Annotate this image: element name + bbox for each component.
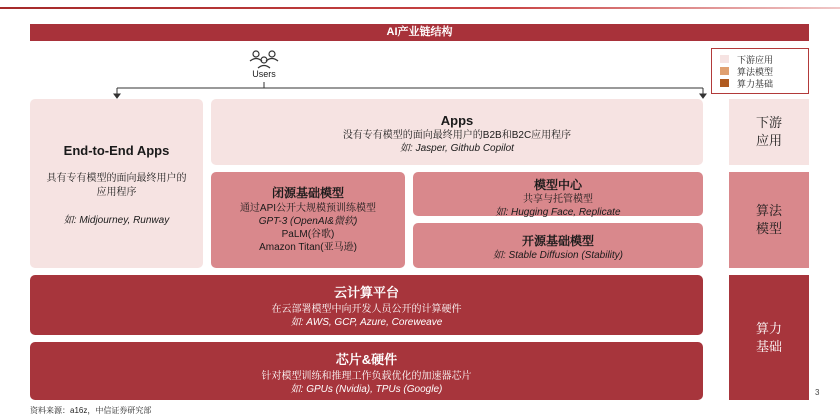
users-connector: [0, 0, 840, 110]
chips-hardware-example: 如: GPUs (Nvidia), TPUs (Google): [290, 384, 443, 395]
open-models-title: 开源基础模型: [521, 234, 594, 248]
apps-box: [211, 99, 703, 165]
side-label-compute-text: 算力基础: [755, 320, 782, 354]
end-to-end-apps-box: [30, 99, 203, 268]
side-label-algorithm-text: 算法模型: [755, 203, 782, 236]
model-hub-box: [413, 172, 703, 216]
closed-models-desc: 通过API公开大规模预训练模型: [239, 203, 377, 214]
open-models-example: 如: Stable Diffusion (Stability): [492, 250, 624, 261]
closed-models-box: [211, 172, 405, 268]
side-label-algorithm: [729, 172, 809, 268]
closed-models-palm: PaLM(谷歌): [281, 229, 335, 240]
side-label-downstream-text: 下游应用: [755, 115, 782, 148]
chips-hardware-title: 芯片&硬件: [335, 352, 398, 367]
model-hub-example: 如: Hugging Face, Replicate: [495, 207, 621, 218]
side-label-compute: [729, 275, 809, 400]
legend-label: 算力基础: [737, 78, 774, 89]
open-models-box: [413, 223, 703, 268]
closed-models-gpt3: GPT-3 (OpenAI&微软): [258, 216, 358, 227]
chips-hardware-box: [30, 342, 703, 400]
cloud-platform-desc: 在云部署模型中向开发人员公开的计算硬件: [271, 304, 462, 315]
page-number: 3: [815, 388, 820, 397]
cloud-platform-box: [30, 275, 703, 335]
model-hub-title: 模型中心: [533, 178, 582, 192]
apps-desc: 没有专有模型的面向最终用户的B2B和B2C应用程序: [342, 130, 572, 141]
diagram-title: AI产业链结构: [30, 24, 809, 41]
source-note: 资料来源：a16z，中信证券研究部: [30, 406, 152, 415]
chips-hardware-desc: 针对模型训练和推理工作负载优化的加速器芯片: [261, 371, 472, 382]
cloud-platform-example: 如: AWS, GCP, Azure, Coreweave: [290, 317, 443, 328]
apps-example: 如: Jasper, Github Copilot: [400, 143, 514, 154]
cloud-platform-title: 云计算平台: [333, 285, 399, 300]
closed-models-title: 闭源基础模型: [271, 186, 344, 200]
end-to-end-apps-desc: 具有专有模型的面向最终用户的应用程序: [46, 173, 187, 198]
side-label-downstream: [729, 99, 809, 165]
closed-models-titan: Amazon Titan(亚马逊): [259, 242, 357, 253]
end-to-end-apps-example: 如: Midjourney, Runway: [63, 215, 170, 226]
end-to-end-apps-title: End-to-End Apps: [63, 143, 170, 158]
model-hub-desc: 共享与托管模型: [523, 194, 593, 205]
apps-title: Apps: [440, 113, 474, 128]
legend-label: 算法模型: [737, 66, 774, 77]
users-label: Users: [252, 69, 276, 79]
legend-label: 下游应用: [737, 54, 774, 65]
